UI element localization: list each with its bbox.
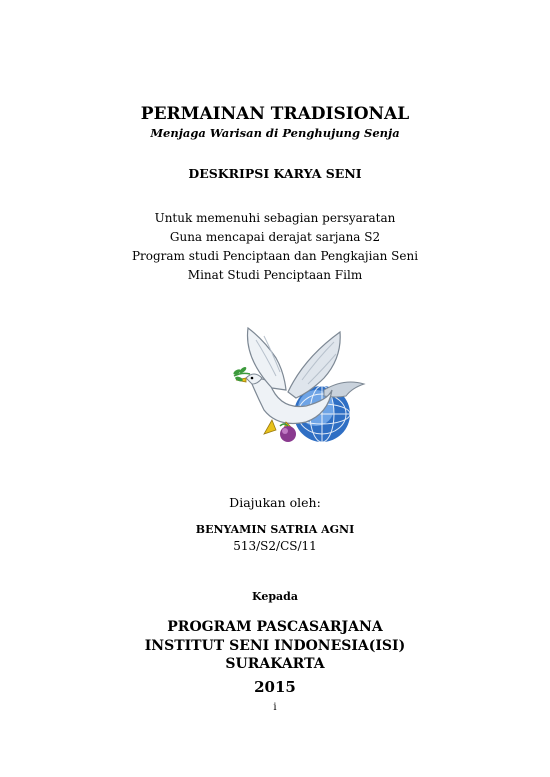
- purpose-line: Untuk memenuhi sebagian persyaratan: [154, 211, 396, 225]
- student-id: 513/S2/CS/11: [233, 539, 317, 553]
- document-title: PERMAINAN TRADISIONAL: [140, 104, 410, 124]
- document-subtitle: Menjaga Warisan di Penghujung Senja: [150, 126, 400, 140]
- purpose-line: Program studi Penciptaan dan Pengkajian Seni: [131, 249, 419, 263]
- bird-feet: [264, 420, 276, 434]
- isi-logo-icon: [224, 318, 370, 448]
- year: 2015: [254, 678, 296, 696]
- purpose-line: Minat Studi Penciptaan Film: [187, 268, 363, 282]
- page-number: i: [273, 702, 277, 713]
- author-name: BENYAMIN SATRIA AGNI: [195, 523, 355, 536]
- institution-line: PROGRAM PASCASARJANA: [167, 619, 383, 635]
- institution-block: [0, 618, 550, 674]
- institution-line: INSTITUT SENI INDONESIA(ISI): [144, 637, 406, 654]
- purpose-line: Guna mencapai derajat sarjana S2: [169, 230, 381, 244]
- institution-line: SURAKARTA: [225, 656, 325, 672]
- to-label: Kepada: [252, 590, 298, 603]
- bird-eye: [251, 377, 254, 380]
- document-type: DESKRIPSI KARYA SENI: [188, 166, 362, 181]
- purpose-statement: [0, 209, 550, 285]
- purple-orb-icon: [280, 426, 296, 442]
- submitted-by-label: Diajukan oleh:: [229, 495, 321, 510]
